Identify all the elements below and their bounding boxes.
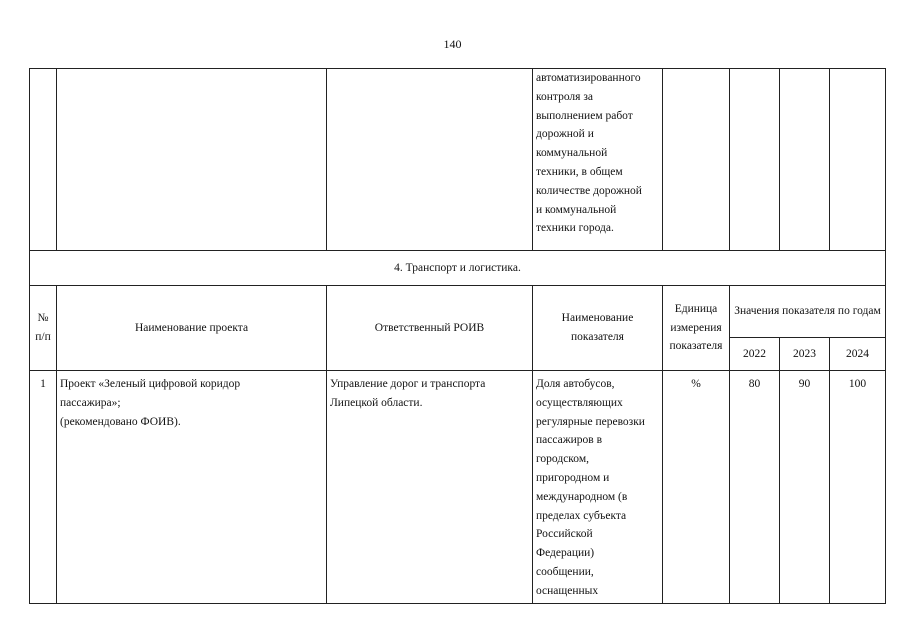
cont-project-cell: [57, 69, 327, 251]
cont-indicator-line: техники города.: [536, 222, 614, 235]
header-number: № п/п: [30, 286, 57, 371]
row-project-cell: [57, 371, 327, 604]
row-indicator-line: Федерации): [536, 547, 595, 560]
cont-indicator-line: контроля за: [536, 90, 593, 103]
header-project-name: Наименование проекта: [57, 286, 327, 371]
cont-indicator-line: выполнением работ: [536, 109, 633, 122]
header-values-group: Значения показателя по годам: [730, 286, 886, 338]
row-indicator-line: Доля автобусов,: [536, 378, 615, 390]
row-indicator-line: осуществляющих: [536, 396, 623, 409]
cont-responsible-cell: [327, 69, 533, 251]
section-row: [30, 251, 886, 286]
header-year-2023: 2023: [780, 338, 830, 371]
row-unit: %: [663, 371, 730, 604]
cont-unit-cell: [663, 69, 730, 251]
header-indicator-name: Наименование показателя: [533, 286, 663, 371]
section-title: 4. Транспорт и логистика.: [30, 251, 886, 286]
header-unit: Единица измерения показателя: [663, 286, 730, 371]
header-year-2022: 2022: [730, 338, 780, 371]
cont-number-cell: [30, 69, 57, 251]
indicators-table: [29, 68, 886, 604]
continuation-row: [30, 69, 886, 251]
cont-indicator-line: техники, в общем: [536, 165, 623, 178]
cont-year-2024-cell: [830, 69, 886, 251]
row-responsible-line: Управление дорог и транспорта: [330, 378, 486, 390]
cont-indicator-line: коммунальной: [536, 147, 608, 160]
row-indicator-line: городском,: [536, 453, 589, 466]
row-indicator-line: пределах субъекта: [536, 509, 627, 522]
row-responsible-cell: [327, 371, 533, 604]
cont-indicator-cell: [533, 69, 663, 251]
cont-indicator-line: и коммунальной: [536, 203, 617, 216]
row-indicator-line: оснащенных: [536, 584, 599, 597]
row-indicator-line: пассажиров в: [536, 434, 603, 447]
cont-year-2023-cell: [780, 69, 830, 251]
row-indicator-line: регулярные перевозки: [536, 415, 645, 428]
header-year-2024: 2024: [830, 338, 886, 371]
row-value-2023: 90: [780, 371, 830, 604]
header-responsible: Ответственный РОИВ: [327, 286, 533, 371]
row-indicator-line: Российской: [536, 528, 593, 541]
page-number: 140: [443, 37, 462, 51]
row-responsible-line: Липецкой области.: [330, 396, 423, 409]
cont-year-2022-cell: [730, 69, 780, 251]
header-row: [30, 286, 886, 338]
row-value-2024: 100: [830, 371, 886, 604]
row-indicator-line: международном (в: [536, 490, 628, 503]
row-number: 1: [30, 371, 57, 604]
row-project-line: Проект «Зеленый цифровой коридор: [60, 378, 241, 390]
row-project-line: пассажира»;: [60, 396, 121, 409]
table-row: [30, 371, 886, 604]
row-indicator-line: сообщении,: [536, 565, 594, 578]
row-indicator-cell: [533, 371, 663, 604]
row-project-line: (рекомендовано ФОИВ).: [60, 415, 181, 428]
cont-indicator-line: автоматизированного: [536, 72, 641, 84]
cont-indicator-line: дорожной и: [536, 128, 594, 141]
row-indicator-line: пригородном и: [536, 471, 610, 484]
cont-indicator-line: количестве дорожной: [536, 184, 642, 197]
row-value-2022: 80: [730, 371, 780, 604]
